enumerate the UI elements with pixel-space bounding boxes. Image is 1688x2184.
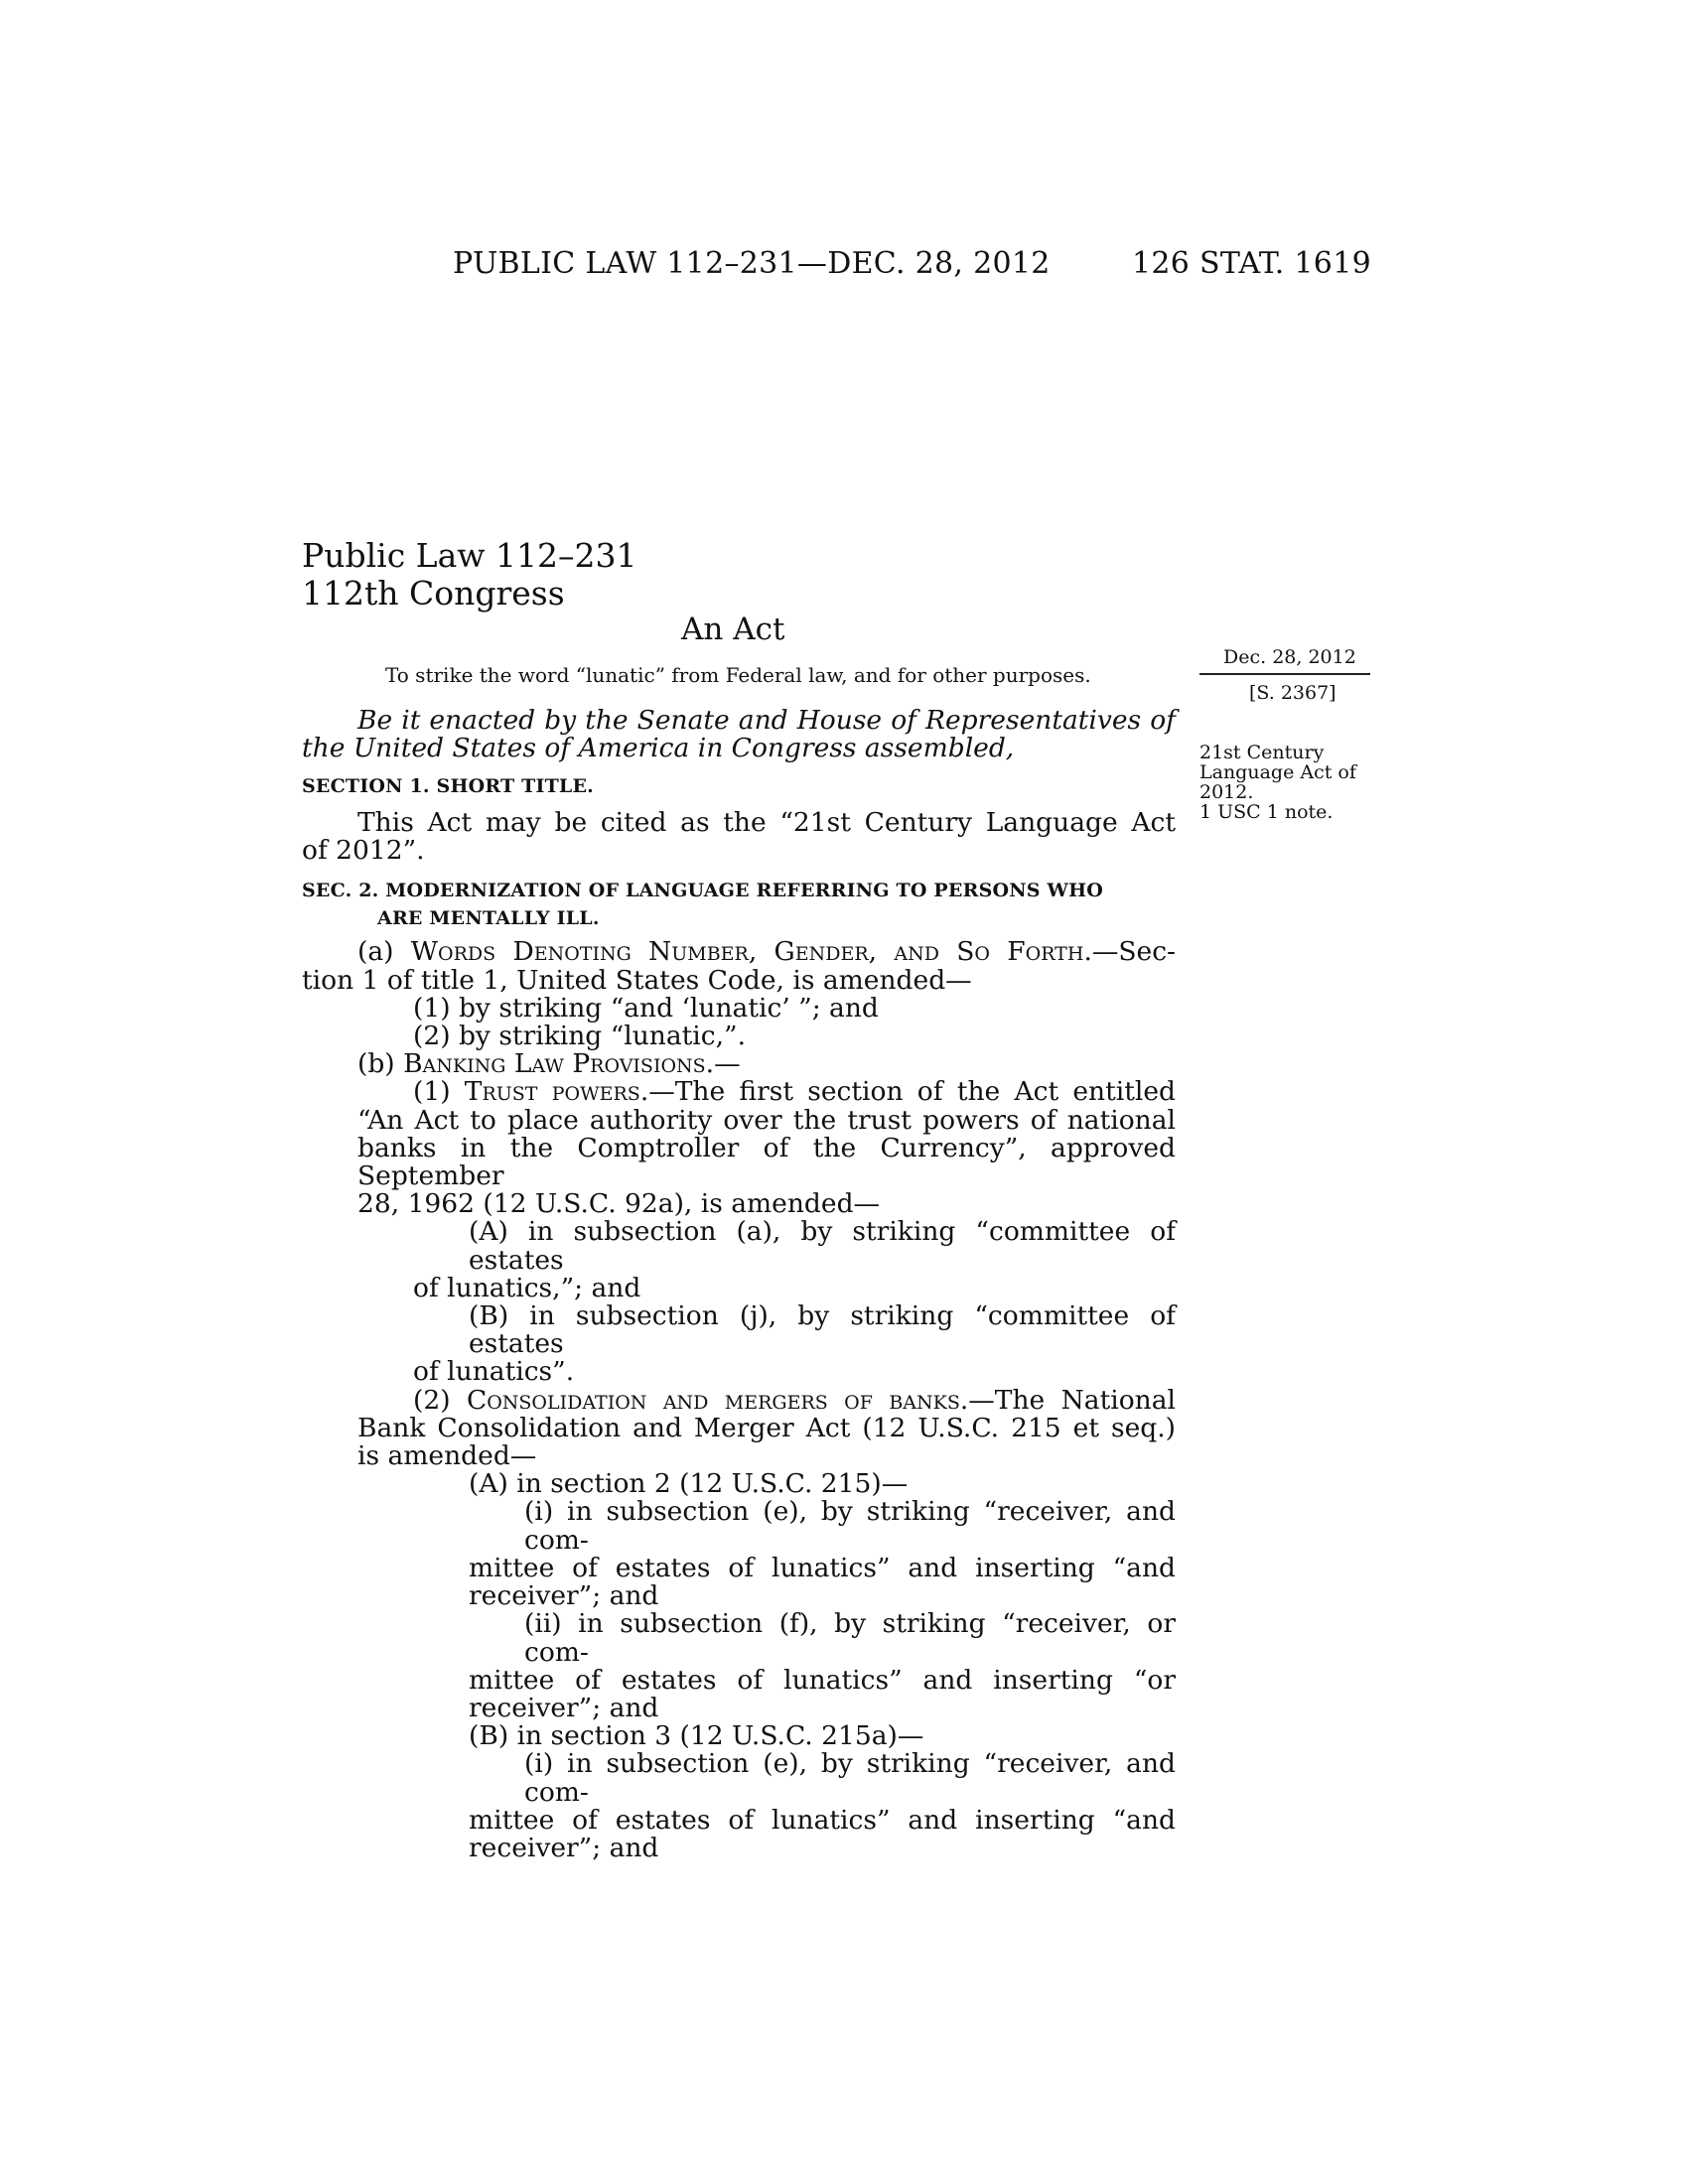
law-body <box>302 707 1176 1862</box>
paragraph-b2-text: Bank Consolidation and Merger Act (12 U.S.C. 215 et seq.) <box>357 1412 1176 1443</box>
margin-note-bill: [S. 2367] <box>1249 682 1336 704</box>
act-purpose: To strike the word “lunatic” from Federal law, and for other purposes. <box>385 663 1091 687</box>
subsection-a-text: tion 1 of title 1, United States Code, is amended— <box>302 964 972 996</box>
clause-b2Ai-text: mittee of estates of lunatics” and inserting “and <box>469 1552 1176 1583</box>
enacting-clause-line: Be it enacted by the Senate and House of Representatives of <box>357 705 1176 736</box>
running-head-stat-page: 126 STAT. 1619 <box>1132 246 1371 281</box>
subsection-b-prefix: (b) <box>357 1048 404 1080</box>
section-2-heading: SEC. 2. MODERNIZATION OF LANGUAGE REFERRING TO PERSONS WHO <box>302 880 1103 902</box>
clause-b2Bi: (i) in subsection (e), by striking “receiver, and com- <box>524 1748 1176 1808</box>
subparagraph-b2B: (B) in section 3 (12 U.S.C. 215a)— <box>469 1720 924 1752</box>
margin-note-short-title <box>1199 743 1368 822</box>
subparagraph-b1A-text: of lunatics,”; and <box>413 1272 641 1303</box>
margin-note-line: 21st Century <box>1199 742 1325 763</box>
paragraph-b2-text: is amended— <box>357 1440 537 1472</box>
law-number: Public Law 112–231 <box>302 536 637 575</box>
clause-b2Bi-text: mittee of estates of lunatics” and inserting “and <box>469 1804 1176 1836</box>
paragraph-b2-rest: .—The National <box>959 1384 1176 1416</box>
subparagraph-b2A: (A) in section 2 (12 U.S.C. 215)— <box>469 1468 909 1500</box>
enacting-clause-line: the United States of America in Congress assembled, <box>302 733 1015 764</box>
paragraph-b2-caption: Consolidation and mergers of banks <box>466 1384 960 1416</box>
subsection-b-caption: Banking Law Provisions <box>403 1048 706 1080</box>
paragraph-a2: (2) by striking “lunatic,”. <box>413 1021 747 1052</box>
paragraph-a1: (1) by striking “and ‘lunatic’ ”; and <box>413 992 879 1024</box>
clause-b2Ai-text: receiver”; and <box>469 1580 659 1612</box>
subparagraph-b1B-text: of lunatics”. <box>413 1356 575 1388</box>
section-1-heading: SECTION 1. SHORT TITLE. <box>302 775 594 798</box>
paragraph-b1-prefix: (1) <box>413 1076 465 1108</box>
subsection-a-suffix: .—Sec- <box>1083 936 1176 968</box>
margin-note-line: Language Act of <box>1199 761 1356 783</box>
subsection-a-prefix: (a) <box>357 936 411 968</box>
margin-note-date: Dec. 28, 2012 <box>1223 646 1356 668</box>
section-2-heading: ARE MENTALLY ILL. <box>377 907 600 930</box>
paragraph-b1-caption: Trust powers <box>464 1076 640 1108</box>
act-heading: An Act <box>681 612 785 647</box>
clause-b2Aii-text: mittee of estates of lunatics” and inserting “or <box>469 1664 1176 1696</box>
paragraph-b1-text: “An Act to place authority over the trust powers of national <box>357 1104 1176 1136</box>
subsection-a <box>302 938 1176 966</box>
congress: 112th Congress <box>302 574 565 613</box>
section-1-text: This Act may be cited as the “21st Century Language Act <box>357 806 1176 838</box>
running-head-public-law: PUBLIC LAW 112–231—DEC. 28, 2012 <box>453 246 1051 281</box>
paragraph-b1-text: 28, 1962 (12 U.S.C. 92a), is amended— <box>357 1188 881 1220</box>
margin-note-rule <box>1199 673 1370 675</box>
clause-b2Bi-text: receiver”; and <box>469 1832 659 1863</box>
paragraph-b2 <box>302 1384 1176 1416</box>
section-1-text: of 2012”. <box>302 834 425 866</box>
subparagraph-b1A: (A) in subsection (a), by striking “committee of estates <box>469 1216 1176 1276</box>
subsection-a-caption: Words Denoting Number, Gender, and So Forth <box>410 936 1084 968</box>
clause-b2Ai: (i) in subsection (e), by striking “receiver, and com- <box>524 1496 1176 1556</box>
subparagraph-b1B: (B) in subsection (j), by striking “committee of estates <box>469 1300 1176 1360</box>
subsection-b <box>302 1050 1176 1078</box>
clause-b2Aii-text: receiver”; and <box>469 1692 659 1723</box>
paragraph-b1-rest: .—The first section of the Act entitled <box>639 1076 1177 1108</box>
paragraph-b1-text: banks in the Comptroller of the Currency”, approved September <box>357 1132 1176 1192</box>
clause-b2Aii: (ii) in subsection (f), by striking “receiver, or com- <box>524 1608 1176 1668</box>
margin-note-line: 1 USC 1 note. <box>1199 801 1334 823</box>
paragraph-b1 <box>302 1078 1176 1106</box>
subsection-b-suffix: .— <box>705 1048 741 1080</box>
margin-note-line: 2012. <box>1199 781 1254 803</box>
paragraph-b2-prefix: (2) <box>413 1384 467 1416</box>
